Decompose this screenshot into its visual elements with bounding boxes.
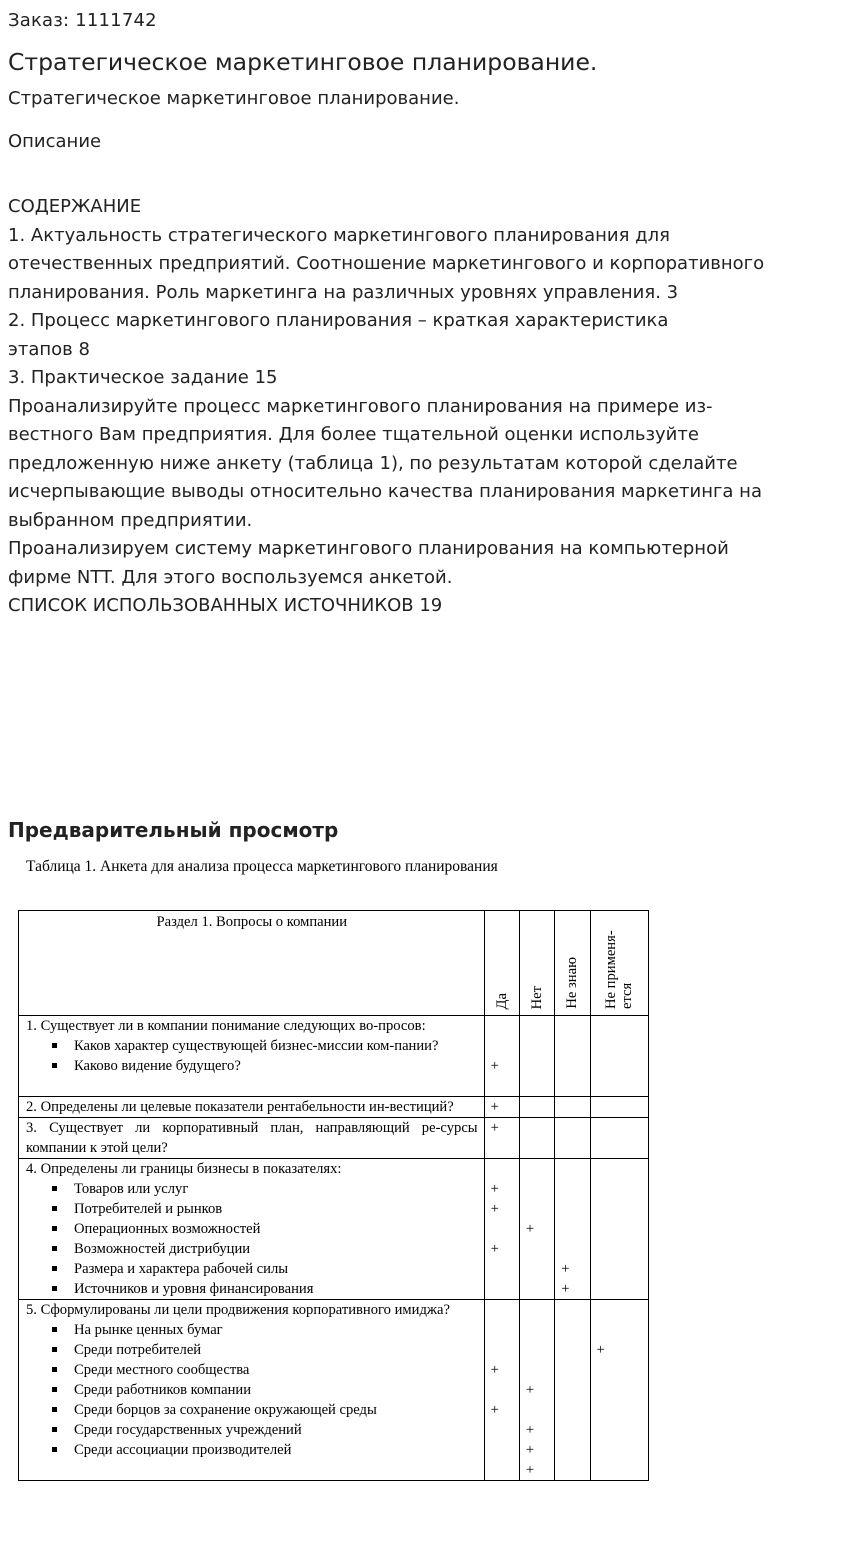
column-header — [519, 911, 554, 1016]
answer-cell-dontknow — [555, 1016, 590, 1097]
answer-cell-yes — [484, 1118, 519, 1159]
bullet-item: Среди государственных учреждений — [26, 1420, 478, 1440]
answer-cell-yes — [484, 1300, 519, 1481]
bullet-item: Среди ассоциации производителей — [26, 1440, 478, 1460]
description-content — [8, 193, 843, 621]
content-line: планирования. Роль маркетинга на различных уровнях управления. 3 — [8, 281, 679, 303]
bullet-item: Среди борцов за сохранение окружающей среды — [26, 1400, 478, 1420]
answer-cell-no — [519, 1159, 554, 1300]
answer-cell-na — [590, 1159, 649, 1300]
answer-mark — [485, 1076, 519, 1096]
question-text: 4. Определены ли границы бизнесы в показателях: — [26, 1161, 342, 1177]
table-row — [19, 1300, 649, 1481]
answer-mark — [520, 1400, 554, 1420]
answer-mark — [520, 1199, 554, 1219]
answer-mark: + — [561, 1281, 570, 1297]
answer-cell-dontknow — [555, 1159, 590, 1300]
content-line: предложенную ниже анкету (таблица 1), по результатам которой сделайте — [8, 452, 738, 474]
question-text: 2. Определены ли целевые показатели рентабельности ин-вестиций? — [26, 1099, 454, 1115]
content-line: 1. Актуальность стратегического маркетингового планирования для — [8, 224, 670, 246]
content-line: вестного Вам предприятия. Для более тщательной оценки используйте — [8, 424, 699, 445]
answer-mark — [520, 1300, 554, 1320]
answer-mark: + — [490, 1120, 499, 1136]
question-cell — [19, 1118, 485, 1159]
answer-cell-dontknow — [555, 1097, 590, 1118]
answer-cell-dontknow — [555, 1118, 590, 1159]
answer-mark: + — [490, 1362, 499, 1378]
answer-mark — [555, 1219, 589, 1239]
bullet-item: На рынке ценных бумаг — [26, 1320, 478, 1340]
bullet-item: Каково видение будущего? — [26, 1056, 478, 1076]
document-preview — [16, 855, 676, 1545]
column-header-label: Да — [493, 992, 510, 1009]
answer-mark — [555, 1199, 589, 1219]
bullet-item: Потребителей и рынков — [26, 1199, 478, 1219]
answer-mark — [520, 1320, 554, 1340]
table-header-row — [19, 911, 649, 1016]
table-caption: Таблица 1. Анкета для анализа процесса маркетингового планирования — [26, 858, 498, 875]
answer-mark — [591, 1300, 649, 1320]
answer-mark — [485, 1340, 519, 1360]
answer-mark: + — [525, 1462, 535, 1478]
answer-cell-yes — [484, 1097, 519, 1118]
answer-mark: + — [490, 1241, 499, 1257]
answer-mark — [485, 1016, 519, 1036]
column-header — [590, 911, 649, 1016]
table-row — [19, 1016, 649, 1097]
bullet-item: Операционных возможностей — [26, 1219, 478, 1239]
answer-mark — [520, 1159, 554, 1179]
answer-cell-yes — [484, 1016, 519, 1097]
bullet-item: Среди работников компании — [26, 1380, 478, 1400]
answer-mark — [555, 1239, 589, 1259]
answer-mark — [485, 1219, 519, 1239]
content-line: этапов 8 — [8, 338, 90, 360]
content-line: СПИСОК ИСПОЛЬЗОВАННЫХ ИСТОЧНИКОВ 19 — [8, 595, 443, 616]
column-header-label: Не знаю — [564, 957, 581, 1009]
answer-mark: + — [525, 1422, 535, 1438]
answer-cell-na — [590, 1016, 649, 1097]
question-text: 1. Существует ли в компании понимание следующих во-просов: — [26, 1018, 426, 1034]
answer-mark — [555, 1179, 589, 1199]
column-header-label: Нет — [529, 985, 546, 1009]
answer-cell-na — [590, 1300, 649, 1481]
answer-mark — [485, 1300, 519, 1320]
answer-cell-no — [519, 1300, 554, 1481]
table-row — [19, 1118, 649, 1159]
answer-mark: + — [490, 1058, 499, 1074]
question-cell — [19, 1300, 485, 1481]
answer-mark — [485, 1036, 519, 1056]
answer-cell-na — [590, 1097, 649, 1118]
answer-mark — [485, 1320, 519, 1340]
section-header: Раздел 1. Вопросы о компании — [19, 911, 485, 1016]
bullet-item: Каков характер существующей бизнес-миссии ком-пании? — [26, 1036, 478, 1056]
question-text: 5. Сформулированы ли цели продвижения корпоративного имиджа? — [26, 1302, 450, 1318]
answer-cell-dontknow — [555, 1300, 590, 1481]
column-header — [484, 911, 519, 1016]
answer-cell-no — [519, 1097, 554, 1118]
preview-heading: Предварительный просмотр — [8, 818, 339, 842]
answer-mark: + — [525, 1442, 535, 1458]
content-line: Проанализируем систему маркетингового планирования на компьютерной — [8, 538, 729, 559]
bullet-item: Источников и уровня финансирования — [26, 1279, 478, 1299]
answer-mark: + — [490, 1201, 499, 1217]
answer-mark: + — [525, 1221, 535, 1237]
answer-cell-no — [519, 1016, 554, 1097]
bullet-item: Размера и характера рабочей силы — [26, 1259, 478, 1279]
page-subtitle: Стратегическое маркетинговое планирование. — [8, 88, 460, 109]
answer-mark: + — [490, 1402, 499, 1418]
answer-cell-no — [519, 1118, 554, 1159]
content-line: выбранном предприятии. — [8, 509, 253, 531]
description-heading: Описание — [8, 131, 102, 152]
answer-mark — [520, 1179, 554, 1199]
column-header — [555, 911, 590, 1016]
table-row — [19, 1097, 649, 1118]
answer-mark: + — [596, 1342, 605, 1358]
content-line: СОДЕРЖАНИЕ — [8, 196, 142, 217]
answer-mark: + — [561, 1261, 570, 1277]
answer-mark — [485, 1159, 519, 1179]
answer-mark — [555, 1159, 589, 1179]
page-title: Стратегическое маркетинговое планирование. — [8, 48, 598, 76]
content-line: отечественных предприятий. Соотношение маркетингового и корпоративного — [8, 253, 765, 274]
bullet-item: Среди потребителей — [26, 1340, 478, 1360]
question-cell — [19, 1016, 485, 1097]
content-line: фирме NTT. Для этого воспользуемся анкетой. — [8, 566, 453, 588]
content-line: 2. Процесс маркетингового планирования – краткая характеристика — [8, 310, 669, 331]
question-cell — [19, 1097, 485, 1118]
questionnaire-table — [18, 910, 649, 1481]
question-text: 3. Существует ли корпоративный план, направляющий ре-сурсы компании к этой цели? — [26, 1120, 478, 1156]
bullet-item: Среди местного сообщества — [26, 1360, 478, 1380]
bullet-item: Товаров или услуг — [26, 1179, 478, 1199]
bullet-item: Возможностей дистрибуции — [26, 1239, 478, 1259]
answer-mark: + — [490, 1181, 499, 1197]
answer-mark — [485, 1380, 519, 1400]
order-number: Заказ: 1111742 — [8, 10, 157, 31]
answer-cell-yes — [484, 1159, 519, 1300]
table-row — [19, 1159, 649, 1300]
answer-cell-na — [590, 1118, 649, 1159]
answer-mark — [591, 1320, 649, 1340]
answer-mark — [520, 1360, 554, 1380]
answer-mark: + — [490, 1099, 499, 1115]
content-line: Проанализируйте процесс маркетингового планирования на примере из- — [8, 395, 713, 417]
content-line: 3. Практическое задание 15 — [8, 367, 278, 388]
question-cell — [19, 1159, 485, 1300]
answer-mark: + — [525, 1382, 535, 1398]
answer-mark — [520, 1340, 554, 1360]
content-line: исчерпывающие выводы относительно качества планирования маркетинга на — [8, 481, 762, 502]
column-header-label: Не применя-ется — [603, 930, 636, 1009]
